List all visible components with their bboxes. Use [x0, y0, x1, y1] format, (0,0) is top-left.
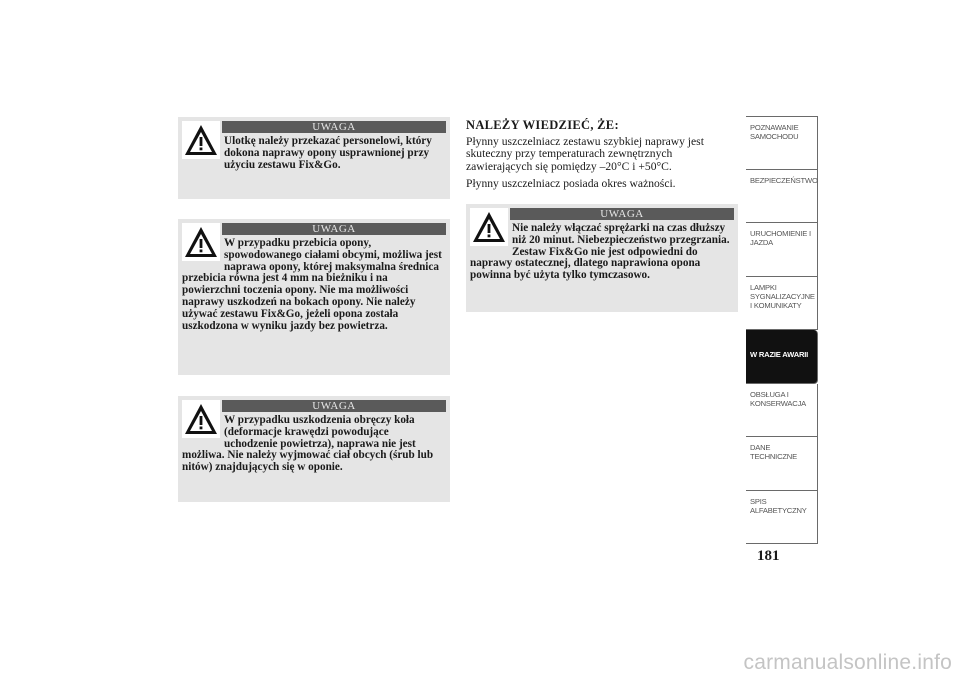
warning-text: Ulotkę należy przekazać personelowi, który dokona naprawy opony usprawnionej przy użyciu zestawu Fix&Go. [224, 135, 432, 171]
tab-dane-techniczne[interactable]: DANE TECHNICZNE [746, 437, 818, 491]
tab-lampki-sygnalizacyjne[interactable]: LAMPKI SYGNALIZACYJNE I KOMUNIKATY [746, 277, 818, 331]
warning-heading: UWAGA [222, 223, 446, 235]
tab-obsluga-i-konserwacja[interactable]: OBSŁUGA I KONSERWACJA [746, 384, 818, 438]
watermark: carmanualsonline.info [743, 651, 952, 674]
warning-heading: UWAGA [222, 400, 446, 412]
tab-bezpieczenstwo[interactable]: BEZPIECZEŃSTWO [746, 170, 818, 224]
warning-text: Nie należy włączać sprężarki na czas dłuższy niż 20 minut. Niebezpieczeństwo przegrzania. Zestaw Fix&Go nie jest odpowiedni do naprawy ostatecznej, dlatego naprawiona opona powinna być użyta tylko tymczasowo. [470, 222, 730, 282]
tab-spis-alfabetyczny[interactable]: SPIS ALFABETYCZNY [746, 491, 818, 545]
warning-heading: UWAGA [510, 208, 734, 220]
chapter-tabs [746, 116, 818, 544]
warning-text: W przypadku przebicia opony, spowodowanego ciałami obcymi, możliwa jest naprawa opony, której maksymalna średnica przebicia równa jest 4 mm na bieżniku i na powierzchni toczenia opony. Nie ma możliwości naprawy uszkodzeń na bokach opony. Nie należy używać zestawu Fix&Go, jeżeli opona została uszkodzona w wyniku jazdy bez powietrza. [182, 237, 442, 332]
warning-box-1 [178, 117, 450, 199]
tab-poznawanie-samochodu[interactable]: POZNAWANIE SAMOCHODU [746, 116, 818, 170]
tab-uruchomienie-i-jazda[interactable]: URUCHOMIENIE I JAZDA [746, 223, 818, 277]
page-number: 181 [757, 548, 780, 564]
warning-text: W przypadku uszkodzenia obręczy koła (deformacje krawędzi powodujące uchodzenie powietrza), naprawa nie jest możliwa. Nie należy wyjmować ciał obcych (śrub lub nitów) znajdujących się w oponie. [182, 414, 434, 474]
tab-w-razie-awarii[interactable]: W RAZIE AWARII [746, 330, 818, 384]
warning-box-2 [178, 219, 450, 375]
info-paragraph-2: Płynny uszczelniacz posiada okres ważności. [466, 177, 676, 191]
info-section [466, 118, 740, 196]
warning-box-3 [178, 396, 450, 502]
section-title: NALEŻY WIEDZIEĆ, ŻE: [466, 118, 619, 132]
warning-box-4 [466, 204, 738, 312]
warning-heading: UWAGA [222, 121, 446, 133]
info-paragraph-1: Płynny uszczelniacz zestawu szybkiej naprawy jest skuteczny przy temperaturach zewnętrznych zawierających się pomiędzy –20°C i +50°C. [466, 135, 704, 173]
